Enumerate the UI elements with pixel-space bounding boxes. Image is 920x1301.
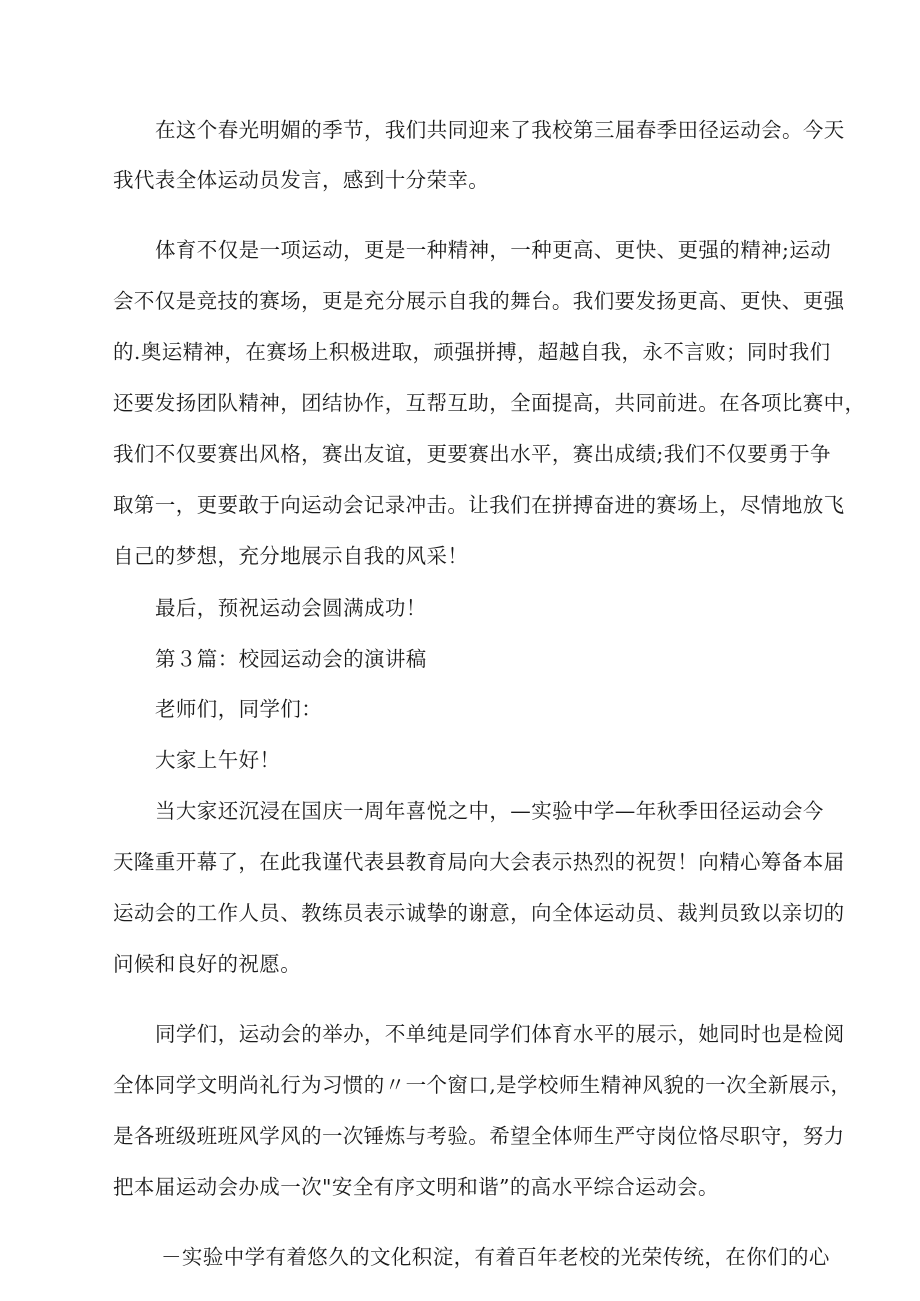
paragraph-2-line-5: 我们不仅要赛出风格，赛出友谊，更要赛出水平，赛出成绩;我们不仅要勇于争 bbox=[113, 442, 831, 466]
paragraph-3-line-4: 问候和良好的祝愿。 bbox=[113, 952, 302, 976]
paragraph-4-line-3: 是各班级班班风学风的一次锤炼与考验。希望全体师生严守岗位恪尽职守，努力 bbox=[113, 1124, 845, 1148]
paragraph-2-line-1: 体育不仅是一项运动，更是一种精神，一种更高、更快、更强的精神;运动 bbox=[155, 238, 832, 262]
paragraph-2-line-2: 会不仅是竞技的赛场，更是充分展示自我的舞台。我们要发扬更高、更快、更强 bbox=[113, 289, 845, 313]
paragraph-1-line-2: 我代表全体运动员发言，感到十分荣幸。 bbox=[113, 168, 490, 192]
closing-wish: 最后，预祝运动会圆满成功！ bbox=[155, 596, 427, 620]
paragraph-3-line-2: 天隆重开幕了，在此我谨代表县教育局向大会表示热烈的祝贺！向精心筹备本届 bbox=[113, 850, 845, 874]
paragraph-2-line-3: 的.奥运精神，在赛场上积极进取，顽强拼搏，超越自我，永不言败；同时我们 bbox=[113, 340, 831, 364]
paragraph-2-line-7: 自己的梦想，充分地展示自我的风采！ bbox=[113, 544, 469, 568]
paragraph-1-line-1: 在这个春光明媚的季节，我们共同迎来了我校第三届春季田径运动会。今天 bbox=[155, 118, 845, 142]
paragraph-5-line-1: －实验中学有着悠久的文化积淀，有着百年老校的光荣传统，在你们的心 bbox=[161, 1245, 830, 1269]
paragraph-4-line-2: 全体同学文明尚礼行为习惯的〃一个窗口,是学校师生精神风貌的一次全新展示， bbox=[113, 1073, 852, 1097]
paragraph-3-line-3: 运动会的工作人员、教练员表示诚挚的谢意，向全体运动员、裁判员致以亲切的 bbox=[113, 901, 845, 925]
greeting: 大家上午好！ bbox=[155, 748, 281, 772]
salutation: 老师们，同学们： bbox=[155, 697, 323, 721]
paragraph-3-line-1: 当大家还沉浸在国庆一周年喜悦之中，—实验中学—年秋季田径运动会今 bbox=[155, 799, 824, 823]
paragraph-2-line-6: 取第一，更要敢于向运动会记录冲击。让我们在拼搏奋进的赛场上，尽情地放飞 bbox=[113, 493, 845, 517]
paragraph-4-line-1: 同学们，运动会的举办，不单纯是同学们体育水平的展示，她同时也是检阅 bbox=[155, 1022, 845, 1046]
paragraph-4-line-4: 把本届运动会办成一次"安全有序文明和谐”的高水平综合运动会。 bbox=[113, 1175, 719, 1199]
paragraph-2-line-4: 还要发扬团队精神，团结协作，互帮互助，全面提高，共同前进。在各项比赛中， bbox=[113, 391, 866, 415]
section-heading: 第３篇：校园运动会的演讲稿 bbox=[155, 647, 427, 671]
